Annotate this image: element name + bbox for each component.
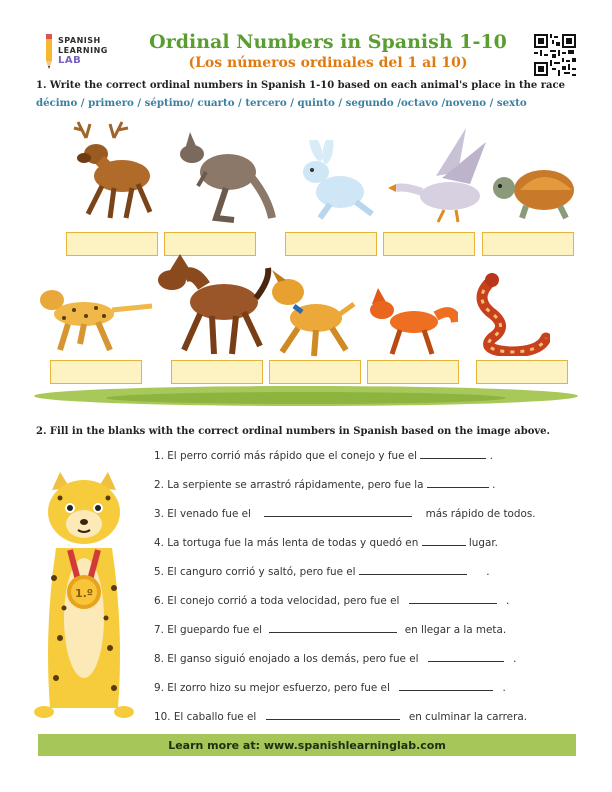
- answer-box-turtle[interactable]: [482, 232, 574, 256]
- cheetah-icon: [34, 284, 154, 354]
- dog-icon: [258, 270, 356, 358]
- sentence-9: 9. El zorro hizo su mejor esfuerzo, pero fue el .: [154, 682, 506, 694]
- snake-icon: [470, 272, 550, 356]
- blank-4[interactable]: [422, 536, 466, 546]
- sentence-7: 7. El guepardo fue el en llegar a la meta.: [154, 624, 507, 636]
- gold-medal-icon: [66, 574, 102, 610]
- section1-instruction: 1. Write the correct ordinal numbers in Spanish 1-10 based on each animal's place in the race: [36, 80, 565, 91]
- fox-icon: [364, 286, 458, 358]
- footer-text[interactable]: Learn more at: www.spanishlearninglab.com: [168, 738, 446, 752]
- deer-icon: [66, 118, 158, 224]
- sentence-1: 1. El perro corrió más rápido que el conejo y fue el .: [154, 450, 493, 462]
- sentence-8: 8. El ganso siguió enojado a los demás, pero fue el .: [154, 653, 517, 665]
- medal-label: 1.º: [74, 587, 94, 600]
- blank-1[interactable]: [420, 449, 486, 459]
- blank-3[interactable]: [264, 507, 412, 517]
- section2-instruction: 2. Fill in the blanks with the correct ordinal numbers in Spanish based on the image above.: [36, 426, 551, 437]
- sentence-5: 5. El canguro corrió y saltó, pero fue el .: [154, 566, 490, 578]
- footer-banner[interactable]: [38, 734, 576, 756]
- blank-10[interactable]: [266, 710, 400, 720]
- logo-line3: LAB: [58, 55, 82, 66]
- page-title: Ordinal Numbers in Spanish 1-10: [149, 31, 507, 53]
- kangaroo-icon: [176, 128, 276, 224]
- logo-line1: SPANISH: [58, 36, 101, 45]
- pencil-icon: [44, 34, 54, 70]
- grass-ground: [32, 378, 580, 408]
- sentence-6: 6. El conejo corrió a toda velocidad, pero fue el .: [154, 595, 510, 607]
- sentence-3: 3. El venado fue el más rápido de todos.: [154, 508, 536, 520]
- page-subtitle: (Los números ordinales del 1 al 10): [188, 55, 468, 71]
- sentence-2: 2. La serpiente se arrastró rápidamente, pero fue la .: [154, 479, 496, 491]
- blank-8[interactable]: [428, 652, 504, 662]
- blank-6[interactable]: [409, 594, 497, 604]
- brand-logo: [44, 30, 124, 74]
- horse-icon: [150, 250, 272, 360]
- answer-box-deer[interactable]: [66, 232, 158, 256]
- answer-box-goose[interactable]: [383, 232, 475, 256]
- answer-box-rabbit[interactable]: [285, 232, 377, 256]
- word-bank: décimo / primero / séptimo/ cuarto / tercero / quinto / segundo /octavo /noveno / sexto: [36, 97, 527, 109]
- sentence-10: 10. El caballo fue el en culminar la carrera.: [154, 711, 528, 723]
- qr-code-icon[interactable]: [534, 34, 576, 76]
- logo-line2: LEARNING: [58, 46, 108, 55]
- blank-7[interactable]: [269, 623, 397, 633]
- turtle-icon: [490, 160, 580, 224]
- goose-icon: [386, 126, 494, 224]
- rabbit-icon: [290, 140, 376, 222]
- blank-5[interactable]: [359, 565, 467, 575]
- blank-2[interactable]: [427, 478, 489, 488]
- sentence-4: 4. La tortuga fue la más lenta de todas y quedó en lugar.: [154, 537, 498, 549]
- blank-9[interactable]: [399, 681, 493, 691]
